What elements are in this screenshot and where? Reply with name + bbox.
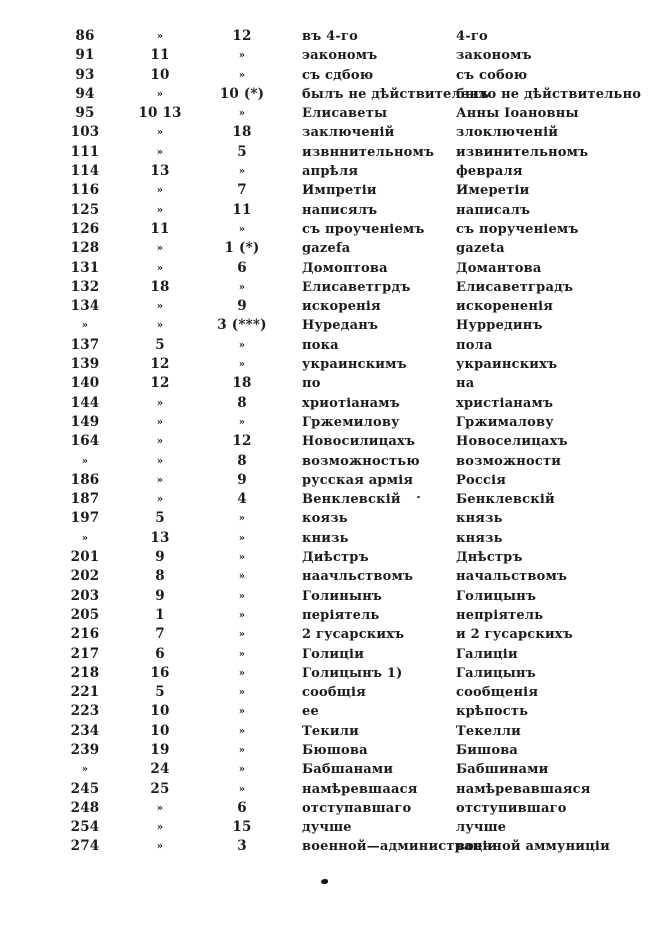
cell-page: 86: [75, 28, 95, 44]
table-row: [0, 471, 650, 490]
cell-printed: Домоптова: [302, 260, 388, 276]
cell-page: 221: [70, 684, 100, 701]
cell-page: 131: [70, 259, 100, 276]
cell-line-b: 6: [237, 259, 247, 276]
cell-line-a: 7: [155, 626, 165, 643]
cell-printed: русская армія: [302, 472, 414, 488]
cell-line-b: 12: [232, 28, 252, 44]
table-row: [0, 355, 650, 374]
cell-printed: возможностью: [302, 453, 420, 469]
cell-line-b: »: [238, 50, 246, 62]
cell-line-a: 16: [150, 664, 170, 681]
cell-corrected: лучше: [456, 820, 507, 836]
cell-corrected: Голицынъ: [456, 588, 537, 604]
cell-line-a: »: [156, 494, 164, 506]
cell-printed: заключеній: [302, 125, 395, 141]
cell-printed: Елисаветгрдъ: [302, 279, 411, 295]
cell-corrected: христіанамъ: [456, 395, 554, 411]
cell-page: 245: [70, 780, 100, 797]
cell-page: 125: [70, 201, 100, 218]
cell-line-b: 4: [237, 491, 247, 508]
cell-line-b: 3 (***): [217, 317, 267, 334]
cell-corrected: Домантова: [456, 260, 542, 276]
cell-page: 114: [70, 163, 100, 180]
cell-corrected: намѣревавшаяся: [456, 781, 591, 797]
cell-corrected: Анны Іоановны: [456, 106, 579, 122]
cell-line-b: 6: [237, 799, 247, 816]
cell-line-a: »: [156, 822, 164, 834]
cell-line-a: 9: [155, 587, 165, 604]
cell-printed: книзь: [302, 530, 349, 546]
cell-line-b: 1 (*): [224, 240, 260, 257]
cell-line-a: 5: [155, 336, 165, 353]
cell-line-a: 9: [155, 549, 165, 566]
cell-page: 187: [70, 491, 100, 508]
cell-printed: Елисаветы: [302, 106, 388, 122]
cell-page: 95: [75, 105, 95, 122]
cell-page: 140: [70, 375, 100, 392]
table-row: [0, 567, 650, 586]
cell-page: 116: [70, 182, 100, 199]
cell-page: 93: [75, 66, 95, 83]
table-row: [0, 741, 650, 760]
cell-printed: Диѣстръ: [302, 550, 369, 566]
cell-printed: хриотіанамъ: [302, 395, 400, 411]
cell-page: 144: [70, 394, 100, 411]
cell-line-b: »: [238, 687, 246, 699]
table-row: [0, 413, 650, 432]
cell-corrected: Елисаветградъ: [456, 279, 574, 295]
cell-line-b: »: [238, 706, 246, 718]
cell-printed: апрѣля: [302, 164, 359, 180]
table-row: [0, 239, 650, 258]
cell-line-a: 11: [150, 220, 170, 237]
cell-printed: отступавшаго: [302, 800, 412, 816]
cell-corrected: начальствомъ: [456, 569, 568, 585]
cell-line-a: »: [156, 88, 164, 100]
cell-page: 203: [70, 587, 100, 604]
cell-line-a: »: [156, 436, 164, 448]
cell-line-b: 5: [237, 143, 247, 160]
cell-corrected: сообщенія: [456, 685, 539, 701]
table-row: [0, 664, 650, 683]
table-row: [0, 683, 650, 702]
cell-line-a: 25: [150, 780, 170, 797]
cell-line-a: 10: [150, 66, 170, 83]
table-row: [0, 818, 650, 837]
cell-page: 217: [70, 645, 100, 662]
cell-line-b: »: [238, 764, 246, 776]
cell-line-b: »: [238, 552, 246, 564]
cell-printed: сообщія: [302, 685, 366, 701]
cell-line-b: »: [238, 648, 246, 660]
cell-line-b: »: [238, 667, 246, 679]
cell-corrected: непріятель: [456, 607, 544, 623]
cell-line-a: 13: [150, 163, 170, 180]
cell-line-a: 11: [150, 47, 170, 64]
cell-corrected: Текелли: [456, 723, 521, 739]
table-row: [0, 702, 650, 721]
cell-printed: ее: [302, 704, 319, 720]
cell-printed: Гржемилову: [302, 414, 400, 430]
cell-corrected: Россія: [456, 472, 507, 488]
cell-printed: Нуреданъ: [302, 318, 379, 334]
cell-corrected: Бабшинами: [456, 762, 549, 778]
cell-corrected: пола: [456, 337, 493, 353]
cell-corrected: съ собою: [456, 67, 528, 83]
table-row: [0, 529, 650, 548]
cell-line-b: »: [238, 590, 246, 602]
table-row: [0, 432, 650, 451]
cell-corrected: 4-го: [456, 29, 488, 44]
cell-printed: наачльствомъ: [302, 569, 414, 585]
cell-line-b: »: [238, 359, 246, 371]
cell-line-a: »: [156, 802, 164, 814]
table-row: [0, 722, 650, 741]
table-row: [0, 85, 650, 104]
table-row: [0, 220, 650, 239]
cell-line-b: 8: [237, 394, 247, 411]
table-row: [0, 799, 650, 818]
cell-page: 239: [70, 741, 100, 758]
cell-corrected: gazeta: [456, 241, 505, 257]
table-row: [0, 509, 650, 528]
cell-corrected: злоключеній: [456, 125, 559, 141]
cell-line-a: 10 13: [138, 105, 182, 122]
table-row: [0, 374, 650, 393]
cell-line-a: 12: [150, 375, 170, 392]
cell-page: 201: [70, 549, 100, 566]
cell-corrected: извинительномъ: [456, 144, 589, 160]
scan-speck: [417, 496, 420, 498]
cell-corrected: февраля: [456, 164, 523, 180]
cell-page: »: [81, 320, 89, 332]
cell-line-b: »: [238, 69, 246, 81]
cell-line-a: 10: [150, 703, 170, 720]
cell-line-b: »: [238, 339, 246, 351]
cell-corrected: Бишова: [456, 742, 519, 758]
cell-printed: 2 гусарскихъ: [302, 627, 405, 643]
cell-printed: военной—администраціи: [302, 839, 498, 855]
cell-line-a: »: [156, 31, 164, 42]
cell-printed: Импретіи: [302, 183, 377, 199]
cell-line-a: »: [156, 301, 164, 313]
table-row: [0, 490, 650, 509]
cell-line-a: »: [156, 416, 164, 428]
cell-line-a: 5: [155, 510, 165, 527]
cell-page: 197: [70, 510, 100, 527]
cell-corrected: Галицынъ: [456, 665, 536, 681]
cell-corrected: Гржималову: [456, 414, 554, 430]
cell-corrected: на: [456, 376, 475, 392]
table-row: [0, 837, 650, 856]
cell-line-b: 18: [232, 124, 252, 141]
cell-printed: Новосилицахъ: [302, 434, 416, 450]
table-row: [0, 143, 650, 162]
cell-line-b: 8: [237, 452, 247, 469]
cell-line-a: 8: [155, 568, 165, 585]
cell-line-b: 7: [237, 182, 247, 199]
cell-line-a: 5: [155, 684, 165, 701]
cell-page: 205: [70, 606, 100, 623]
table-row: [0, 162, 650, 181]
cell-printed: украинскимъ: [302, 357, 407, 373]
cell-printed: коязь: [302, 511, 348, 527]
cell-page: 248: [70, 799, 100, 816]
cell-line-b: »: [238, 416, 246, 428]
cell-corrected: было не дѣйствительно: [456, 86, 642, 102]
table-row: [0, 645, 650, 664]
cell-page: 234: [70, 722, 100, 739]
cell-corrected: Галиціи: [456, 646, 518, 662]
cell-corrected: возможности: [456, 453, 562, 469]
errata-table: [0, 27, 650, 857]
cell-corrected: украинскихъ: [456, 357, 558, 373]
table-row: [0, 625, 650, 644]
cell-line-a: 18: [150, 278, 170, 295]
cell-corrected: Имеретіи: [456, 183, 530, 199]
cell-corrected: Новоселицахъ: [456, 434, 568, 450]
cell-corrected: князь: [456, 530, 503, 546]
cell-line-a: »: [156, 841, 164, 853]
cell-line-a: »: [156, 146, 164, 158]
cell-corrected: отступившаго: [456, 800, 567, 816]
cell-line-a: »: [156, 397, 164, 409]
cell-page: 149: [70, 413, 100, 430]
table-row: [0, 336, 650, 355]
table-row: [0, 27, 650, 46]
table-row: [0, 394, 650, 413]
cell-printed: Текили: [302, 723, 359, 739]
cell-line-b: »: [238, 725, 246, 737]
table-row: [0, 104, 650, 123]
cell-corrected: Бенклевскій: [456, 492, 555, 508]
cell-line-a: 10: [150, 722, 170, 739]
cell-line-b: 9: [237, 298, 247, 315]
table-row: [0, 297, 650, 316]
cell-printed: написялъ: [302, 202, 378, 218]
cell-line-a: 6: [155, 645, 165, 662]
cell-page: 186: [70, 471, 100, 488]
table-row: [0, 548, 650, 567]
table-row: [0, 587, 650, 606]
table-row: [0, 278, 650, 297]
cell-line-b: 12: [232, 433, 252, 450]
cell-page: 91: [75, 47, 95, 64]
table-row: [0, 201, 650, 220]
cell-page: 103: [70, 124, 100, 141]
cell-page: 137: [70, 336, 100, 353]
cell-page: 218: [70, 664, 100, 681]
cell-line-a: »: [156, 127, 164, 139]
cell-page: 128: [70, 240, 100, 257]
cell-page: 254: [70, 819, 100, 836]
cell-printed: былъ не дѣйствителенъ: [302, 86, 490, 102]
table-row: [0, 452, 650, 471]
cell-line-a: »: [156, 262, 164, 274]
table-row: [0, 46, 650, 65]
cell-page: 164: [70, 433, 100, 450]
cell-page: 202: [70, 568, 100, 585]
cell-page: 223: [70, 703, 100, 720]
table-row: [0, 181, 650, 200]
cell-line-b: »: [238, 281, 246, 293]
table-row: [0, 259, 650, 278]
cell-printed: Голицынъ 1): [302, 665, 403, 681]
cell-line-a: »: [156, 455, 164, 467]
cell-corrected: Нуррединъ: [456, 318, 543, 334]
table-row: [0, 123, 650, 142]
cell-line-a: »: [156, 320, 164, 332]
cell-printed: Бабшанами: [302, 762, 394, 778]
cell-line-b: »: [238, 166, 246, 178]
cell-corrected: съ порученіемъ: [456, 221, 579, 237]
cell-line-b: »: [238, 571, 246, 583]
cell-corrected: военной аммуниціи: [456, 839, 610, 855]
cell-page: 274: [70, 838, 100, 855]
cell-printed: по: [302, 376, 321, 392]
cell-line-b: »: [238, 609, 246, 621]
cell-printed: пока: [302, 337, 339, 353]
cell-printed: Бюшова: [302, 742, 368, 758]
cell-line-b: 15: [232, 819, 252, 836]
cell-corrected: закономъ: [456, 48, 532, 64]
cell-line-a: »: [156, 243, 164, 255]
cell-corrected: написалъ: [456, 202, 531, 218]
cell-printed: дучше: [302, 820, 352, 836]
cell-line-a: 13: [150, 529, 170, 546]
cell-page: 216: [70, 626, 100, 643]
cell-corrected: искорененія: [456, 299, 554, 315]
cell-page: 126: [70, 220, 100, 237]
cell-printed: съ сдбою: [302, 67, 374, 83]
cell-line-b: »: [238, 744, 246, 756]
cell-line-a: 1: [155, 606, 165, 623]
cell-corrected: и 2 гусарскихъ: [456, 627, 573, 643]
cell-line-b: 11: [232, 201, 252, 218]
cell-printed: съ проученіемъ: [302, 221, 425, 237]
cell-line-b: »: [238, 223, 246, 235]
cell-line-a: 12: [150, 356, 170, 373]
cell-line-b: 18: [232, 375, 252, 392]
cell-line-a: 19: [150, 741, 170, 758]
cell-page: »: [81, 455, 89, 467]
cell-page: 139: [70, 356, 100, 373]
cell-line-b: »: [238, 513, 246, 525]
cell-printed: Голиціи: [302, 646, 365, 662]
cell-line-a: »: [156, 474, 164, 486]
cell-line-b: »: [238, 629, 246, 641]
cell-page: »: [81, 532, 89, 544]
cell-page: 111: [70, 143, 100, 160]
table-row: [0, 606, 650, 625]
table-row: [0, 66, 650, 85]
cell-printed: искоренія: [302, 299, 381, 315]
cell-printed: намѣревшаася: [302, 781, 418, 797]
cell-printed: въ 4-го: [302, 29, 359, 44]
cell-page: »: [81, 764, 89, 776]
cell-line-b: »: [238, 108, 246, 120]
cell-line-a: 24: [150, 761, 170, 778]
table-row: [0, 760, 650, 779]
cell-printed: gazefa: [302, 241, 351, 257]
cell-line-b: 10 (*): [219, 85, 265, 102]
cell-printed: эакономъ: [302, 48, 378, 64]
cell-line-b: »: [238, 532, 246, 544]
cell-line-a: »: [156, 185, 164, 197]
table-row: [0, 316, 650, 335]
cell-corrected: Днѣстръ: [456, 550, 523, 566]
cell-page: 132: [70, 278, 100, 295]
ink-blot: [321, 879, 328, 884]
cell-line-b: 3: [237, 838, 247, 855]
cell-printed: Венклевскій: [302, 492, 401, 508]
cell-corrected: князь: [456, 511, 503, 527]
cell-line-a: »: [156, 204, 164, 216]
cell-printed: періятель: [302, 607, 380, 623]
cell-line-b: »: [238, 783, 246, 795]
cell-printed: извннительномъ: [302, 144, 435, 160]
cell-page: 94: [75, 85, 95, 102]
cell-corrected: крѣпость: [456, 704, 529, 720]
cell-printed: Голинынъ: [302, 588, 383, 604]
cell-page: 134: [70, 298, 100, 315]
table-row: [0, 780, 650, 799]
cell-line-b: 9: [237, 471, 247, 488]
